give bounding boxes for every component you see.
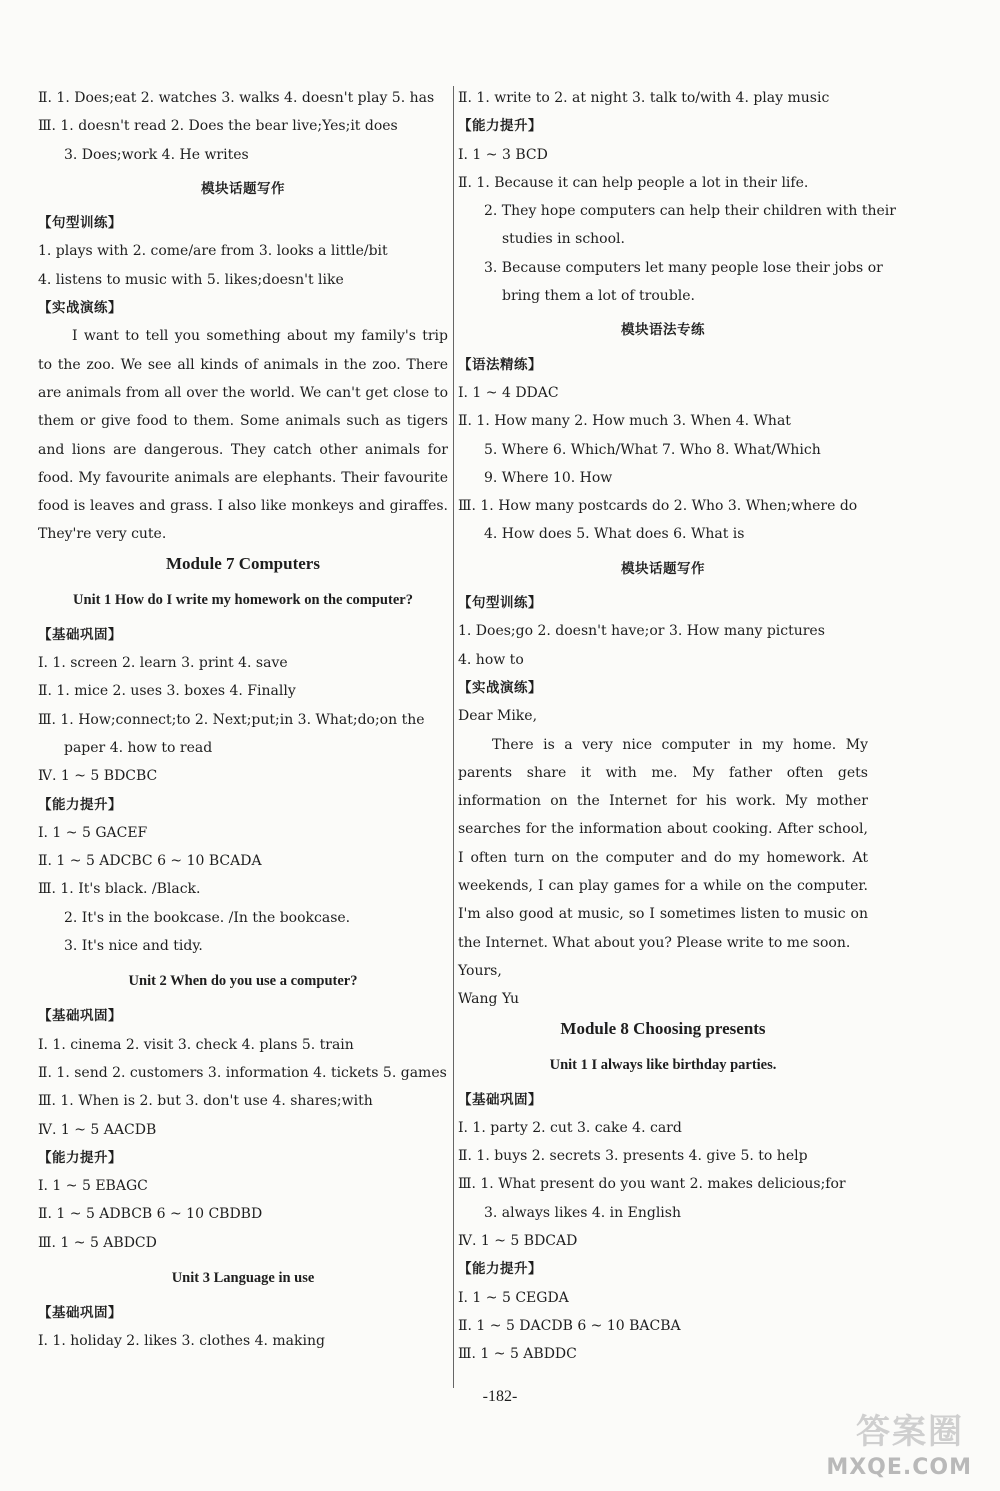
answer-line: 3. always likes 4. in English xyxy=(484,1204,681,1221)
answer-line: Ⅳ. 1 ~ 5 AACDB xyxy=(38,1121,157,1138)
section-heading: 【基础巩固】 xyxy=(38,626,122,643)
answer-line: 5. Where 6. Which/What 7. Who 8. What/Which xyxy=(484,441,821,458)
answer-line: bring them a lot of trouble. xyxy=(502,288,695,305)
essay-paragraph: I want to tell you something about my family's trip to the zoo. We see all kinds of animals in the zoo. There are animals from all over the world. We can't get close to them or give food to them. Some animals such as tigers and lions are dangerous. They catch other animals for food. My favourite animals are elephants. Their favourite food is leaves and grass. I also like monkeys and giraffes. They're very cute. xyxy=(38,328,448,543)
answer-line: Ⅱ. 1. mice 2. uses 3. boxes 4. Finally xyxy=(38,683,296,700)
answer-line: studies in school. xyxy=(502,231,625,248)
answer-line: Ⅱ. 1 ~ 5 ADCBC 6 ~ 10 BCADA xyxy=(38,853,262,870)
answer-line: 1. Does;go 2. doesn't have;or 3. How many pictures xyxy=(458,623,825,640)
answer-line: Ⅱ. 1. write to 2. at night 3. talk to/with 4. play music xyxy=(458,90,830,106)
answer-line: Ⅰ. 1 ~ 4 DDAC xyxy=(458,384,559,401)
section-heading: 【能力提升】 xyxy=(38,796,122,813)
answer-line: Ⅲ. 1 ~ 5 ABDCD xyxy=(38,1234,157,1251)
letter-signature: Wang Yu xyxy=(458,991,519,1008)
answer-line: 4. listens to music with 5. likes;doesn't like xyxy=(38,271,344,288)
watermark xyxy=(782,1404,972,1480)
section-heading: 【句型训练】 xyxy=(38,215,122,232)
answer-line: Ⅱ. 1 ~ 5 DACDB 6 ~ 10 BACBA xyxy=(458,1317,681,1334)
section-heading: 【实战演练】 xyxy=(38,300,122,317)
section-title: 模块话题写作 xyxy=(201,180,285,197)
section-heading: 【语法精练】 xyxy=(458,356,542,373)
letter-closing: Yours, xyxy=(458,962,502,979)
section-heading: 【能力提升】 xyxy=(38,1149,122,1166)
module-title: Module 8 Choosing presents xyxy=(560,1018,766,1038)
answer-line: Ⅱ. 1. How many 2. How much 3. When 4. What xyxy=(458,413,791,430)
answer-line: Ⅰ. 1. cinema 2. visit 3. check 4. plans 5. train xyxy=(38,1036,354,1053)
answer-line: Ⅲ. 1. How;connect;to 2. Next;put;in 3. What;do;on the xyxy=(38,711,425,728)
module-title: Module 7 Computers xyxy=(166,553,320,573)
section-heading: 【基础巩固】 xyxy=(38,1008,122,1025)
answer-line: Ⅳ. 1 ~ 5 BDCBC xyxy=(38,768,158,785)
letter-greeting: Dear Mike, xyxy=(458,708,538,725)
answer-line: Ⅲ. 1. doesn't read 2. Does the bear live;Yes;it does xyxy=(38,118,398,135)
page-number: -182- xyxy=(482,1388,518,1405)
answer-line: Ⅰ. 1. holiday 2. likes 3. clothes 4. making xyxy=(38,1333,325,1350)
answer-line: Ⅰ. 1. screen 2. learn 3. print 4. save xyxy=(38,655,288,672)
answer-line: Ⅱ. 1. buys 2. secrets 3. presents 4. give 5. to help xyxy=(458,1148,808,1165)
answer-line: paper 4. how to read xyxy=(64,739,213,756)
answer-line: Ⅰ. 1 ~ 3 BCD xyxy=(458,146,548,163)
answer-line: 2. It's in the bookcase. /In the bookcase. xyxy=(64,909,351,926)
answer-line: Ⅲ. 1 ~ 5 ABDDC xyxy=(458,1346,577,1363)
column-divider xyxy=(453,86,454,1388)
watermark-site: MXQE.COM xyxy=(826,1455,972,1480)
left-column xyxy=(38,84,448,1356)
answer-line: 9. Where 10. How xyxy=(484,469,613,486)
unit-title: Unit 3 Language in use xyxy=(171,1269,315,1286)
answer-line: Ⅱ. 1. Because it can help people a lot in their life. xyxy=(458,174,809,191)
section-heading: 【实战演练】 xyxy=(458,679,542,696)
answer-line: Ⅲ. 1. It's black. /Black. xyxy=(38,881,201,898)
unit-title: Unit 2 When do you use a computer? xyxy=(128,973,358,990)
unit-title: Unit 1 I always like birthday parties. xyxy=(549,1056,777,1073)
answer-line: 1. plays with 2. come/are from 3. looks a little/bit xyxy=(38,243,388,260)
answer-line: 3. Because computers let many people lose their jobs or xyxy=(484,259,883,276)
answer-line: Ⅱ. 1 ~ 5 ADBCB 6 ~ 10 CBDBD xyxy=(38,1206,263,1223)
section-heading: 【基础巩固】 xyxy=(458,1091,542,1108)
answer-line: Ⅳ. 1 ~ 5 BDCAD xyxy=(458,1232,578,1249)
answer-line: 4. How does 5. What does 6. What is xyxy=(484,526,745,543)
answer-line: Ⅰ. 1 ~ 5 EBAGC xyxy=(38,1178,148,1195)
answer-line: Ⅲ. 1. What present do you want 2. makes delicious;for xyxy=(458,1176,846,1193)
answer-line: 3. It's nice and tidy. xyxy=(64,938,203,955)
unit-title: Unit 1 How do I write my homework on the computer? xyxy=(73,591,413,608)
answer-line: Ⅰ. 1 ~ 5 CEGDA xyxy=(458,1289,569,1306)
answer-line: Ⅰ. 1 ~ 5 GACEF xyxy=(38,824,148,841)
answer-line: Ⅰ. 1. party 2. cut 3. cake 4. card xyxy=(458,1119,682,1136)
letter-body: There is a very nice computer in my home. My parents share it with me. My father often gets information on the Internet for his work. My mother searches for the information about cooking. After school, I often turn on the computer and do my homework. At weekends, I can play games for a while on the computer. I'm also good at music, so I sometimes listen to music on the Internet. What about you? Please write to me soon. xyxy=(458,736,868,951)
watermark-logo: 答案圈 xyxy=(856,1412,964,1452)
answer-line: Ⅲ. 1. When is 2. but 3. don't use 4. shares;with xyxy=(38,1093,373,1110)
answer-line: 4. how to xyxy=(458,651,524,668)
section-title: 模块语法专练 xyxy=(621,322,705,339)
answer-line: 2. They hope computers can help their children with their xyxy=(484,203,896,220)
answer-line: Ⅲ. 1. How many postcards do 2. Who 3. When;where do xyxy=(458,498,858,515)
section-heading: 【能力提升】 xyxy=(458,1261,542,1278)
right-column xyxy=(458,84,896,1368)
answer-line: Ⅱ. 1. Does;eat 2. watches 3. walks 4. doesn't play 5. has xyxy=(38,90,435,106)
answer-line: Ⅱ. 1. send 2. customers 3. information 4. tickets 5. games xyxy=(38,1064,447,1081)
answer-line: 3. Does;work 4. He writes xyxy=(64,146,249,163)
section-title: 模块话题写作 xyxy=(621,560,705,577)
section-heading: 【句型训练】 xyxy=(458,595,542,612)
section-heading: 【基础巩固】 xyxy=(38,1304,122,1321)
section-heading: 【能力提升】 xyxy=(458,118,542,135)
